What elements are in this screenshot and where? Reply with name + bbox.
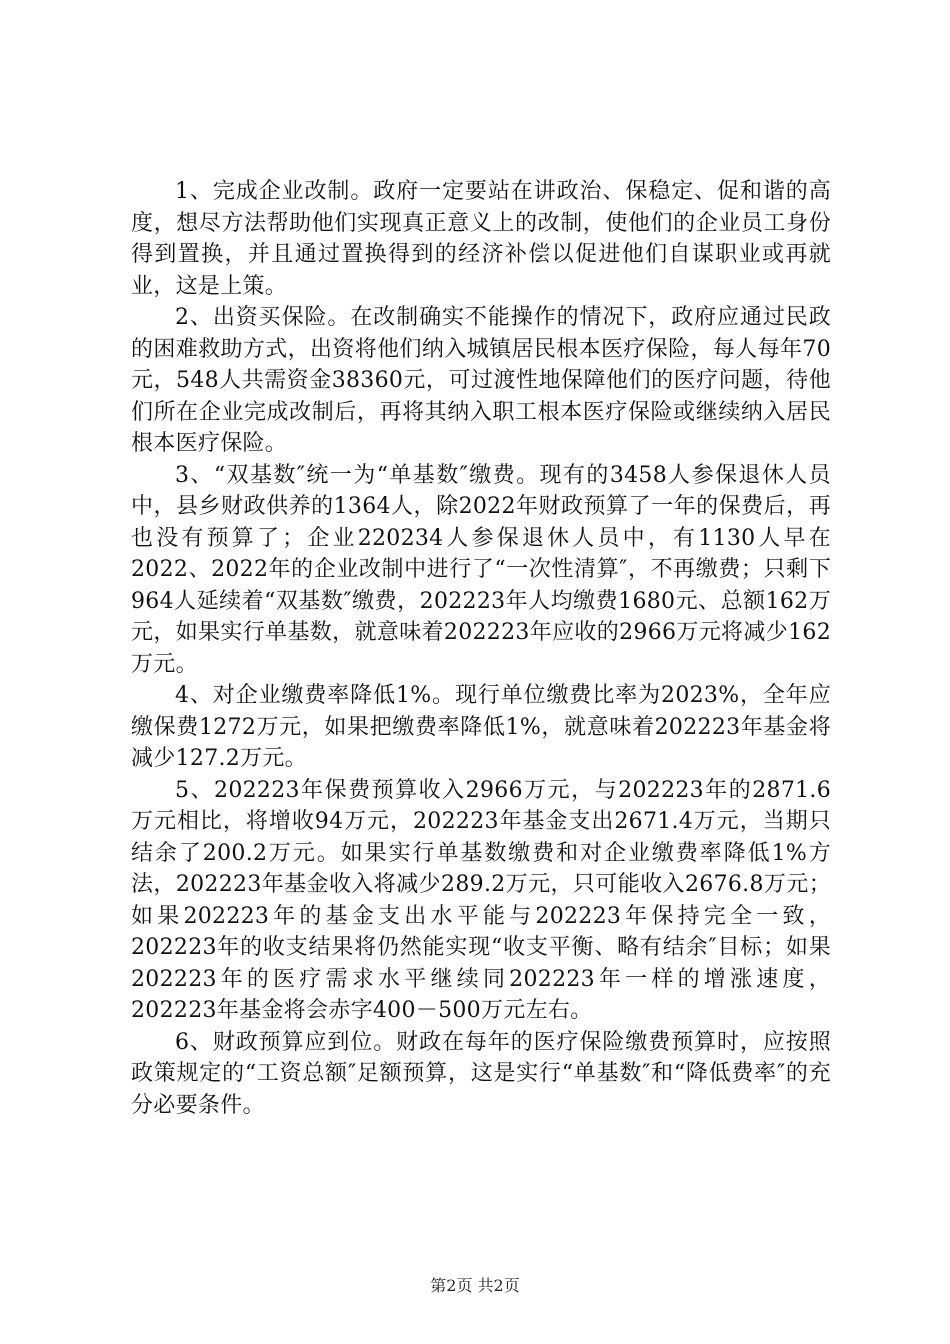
- paragraph-4: 4、对企业缴费率降低1%。现行单位缴费比率为2023%，全年应缴保费1272万元，如果把缴费率降低1%，就意味着202223年基金将减少127.2万元。: [131, 683, 831, 771]
- page-footer: 第2页 共2页: [430, 1276, 520, 1295]
- paragraph-3: 3、“双基数″统一为“单基数″缴费。现有的3458人参保退休人员中，县乡财政供养的1364人，除2022年财政预算了一年的保费后，再也没有预算了；企业220234人参保退休人员中，有1130人早在2022、2022年的企业改制中进行了“一次性清算″，不再缴费；只剩下964人延续着“双基数″缴费，202223年人均缴费1680元、总额162万元，如果实行单基数，就意味着202223年应收的2966万元将减少162万元。: [131, 462, 831, 677]
- paragraph-5: 5、202223年保费预算收入2966万元，与202223年的2871.6万元相比，将增收94万元，202223年基金支出2671.4万元，当期只结余了200.2万元。如果实行单基数缴费和对企业缴费率降低1%方法，202223年基金收入将减少289.2万元，只可能收入2676.8万元；如果202223年的基金支出水平能与202223年保持完全一致，202223年的收支结果将仍然能实现“收支平衡、略有结余″目标；如果202223年的医疗需求水平继续同202223年一样的增涨速度，202223年基金将会赤字400－500万元左右。: [131, 777, 831, 1023]
- paragraph-2: 2、出资买保险。在改制确实不能操作的情况下，政府应通过民政的困难救助方式，出资将他们纳入城镇居民根本医疗保险，每人每年70元，548人共需资金38360元，可过渡性地保障他们的医疗问题，待他们所在企业完成改制后，再将其纳入职工根本医疗保险或继续纳入居民根本医疗保险。: [131, 305, 831, 456]
- paragraph-1: 1、完成企业改制。政府一定要站在讲政治、保稳定、促和谐的高度，想尽方法帮助他们实现真正意义上的改制，使他们的企业员工身份得到置换，并且通过置换得到的经济补偿以促进他们自谋职业或再就业，这是上策。: [131, 179, 831, 299]
- paragraph-6: 6、财政预算应到位。财政在每年的医疗保险缴费预算时，应按照政策规定的“工资总额″足额预算，这是实行“单基数″和“降低费率″的充分必要条件。: [131, 1029, 831, 1118]
- document-body: [131, 176, 831, 1121]
